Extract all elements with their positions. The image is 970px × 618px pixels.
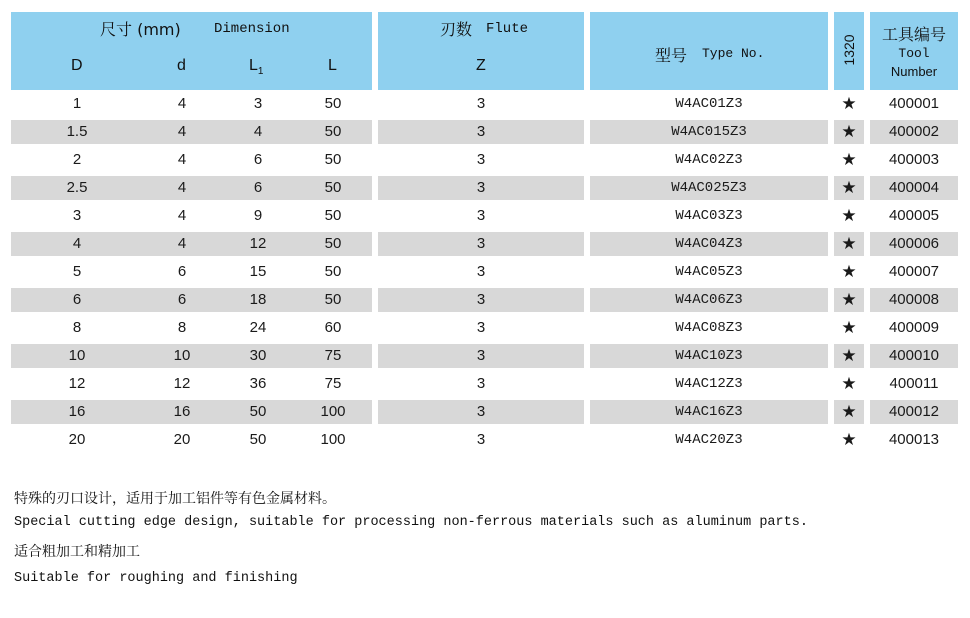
header-flute-band [378, 12, 584, 90]
cell-1320-star: ★ [841, 402, 857, 421]
cell-1320-star: ★ [841, 318, 857, 337]
cell-type-no: W4AC01Z3 [675, 96, 743, 112]
cell-Z: 3 [476, 235, 486, 252]
cell-d-small: 4 [177, 123, 187, 140]
cell-tool-number: 400004 [888, 179, 940, 196]
cell-type-no: W4AC015Z3 [671, 124, 747, 140]
flute-title-cn: 刃数 [440, 20, 473, 39]
cell-d-small: 6 [177, 263, 187, 280]
cell-Z: 3 [476, 151, 486, 168]
cell-tool-number: 400010 [888, 347, 940, 364]
cell-D: 10 [68, 347, 86, 364]
cell-type-no: W4AC10Z3 [675, 348, 743, 364]
cell-d-small: 10 [173, 347, 191, 364]
cell-L1: 50 [249, 403, 267, 420]
cell-type-no: W4AC06Z3 [675, 292, 743, 308]
note-line2-en: Suitable for roughing and finishing [14, 571, 298, 586]
col-header-Z: Z [476, 57, 486, 74]
cell-Z: 3 [476, 375, 486, 392]
type-title-en: Type No. [702, 46, 765, 61]
cell-Z: 3 [476, 123, 486, 140]
cell-L: 50 [324, 263, 342, 280]
cell-type-no: W4AC08Z3 [675, 320, 743, 336]
cell-D: 12 [68, 375, 86, 392]
cell-L1: 50 [249, 431, 267, 448]
col-header-L1-sub: 1 [257, 66, 264, 78]
cell-L: 50 [324, 123, 342, 140]
cell-1320-star: ★ [841, 346, 857, 365]
cell-L1: 30 [249, 347, 267, 364]
cell-Z: 3 [476, 95, 486, 112]
toolno-title-en-2: Number [890, 64, 938, 79]
note-line1-en: Special cutting edge design, suitable for processing non-ferrous materials such as aluminum parts. [14, 515, 808, 530]
cell-L: 50 [324, 291, 342, 308]
cell-L: 50 [324, 235, 342, 252]
table-row [0, 146, 970, 174]
cell-d-small: 20 [173, 431, 191, 448]
table-row [0, 258, 970, 286]
flute-title-en: Flute [486, 21, 529, 37]
cell-Z: 3 [476, 319, 486, 336]
cell-type-no: W4AC04Z3 [675, 236, 743, 252]
cell-d-small: 16 [173, 403, 191, 420]
table-row [0, 90, 970, 118]
cell-type-no: W4AC025Z3 [671, 180, 747, 196]
cell-1320-star: ★ [841, 290, 857, 309]
cell-tool-number: 400013 [888, 431, 940, 448]
cell-L: 100 [320, 431, 346, 448]
table-row [0, 202, 970, 230]
table-row [0, 118, 970, 146]
cell-L1: 18 [249, 291, 267, 308]
cell-Z: 3 [476, 291, 486, 308]
cell-tool-number: 400009 [888, 319, 940, 336]
table-row [0, 174, 970, 202]
cell-type-no: W4AC03Z3 [675, 208, 743, 224]
note-line1-cn: 特殊的刃口设计，适用于加工铝件等有色金属材料。 [14, 491, 336, 507]
cell-D: 3 [72, 207, 82, 224]
cell-1320-star: ★ [841, 178, 857, 197]
cell-Z: 3 [476, 431, 486, 448]
cell-L1: 3 [253, 95, 263, 112]
table-row [0, 342, 970, 370]
col-header-D: D [71, 57, 83, 74]
dimension-title-en: Dimension [214, 21, 290, 37]
cell-1320-star: ★ [841, 374, 857, 393]
cell-L1: 6 [253, 179, 263, 196]
table-row [0, 398, 970, 426]
cell-1320-star: ★ [841, 122, 857, 141]
cell-1320-star: ★ [841, 150, 857, 169]
cell-L1: 15 [249, 263, 267, 280]
toolno-title-en-1: Tool [898, 46, 930, 61]
cell-d-small: 4 [177, 151, 187, 168]
cell-tool-number: 400006 [888, 235, 940, 252]
cell-D: 4 [72, 235, 82, 252]
cell-d-small: 4 [177, 179, 187, 196]
cell-D: 5 [72, 263, 82, 280]
cell-1320-star: ★ [841, 430, 857, 449]
cell-Z: 3 [476, 403, 486, 420]
cell-L: 75 [324, 347, 342, 364]
cell-d-small: 6 [177, 291, 187, 308]
cell-tool-number: 400002 [888, 123, 940, 140]
cell-type-no: W4AC12Z3 [675, 376, 743, 392]
cell-Z: 3 [476, 207, 486, 224]
cell-type-no: W4AC05Z3 [675, 264, 743, 280]
spec-table-body [0, 90, 970, 454]
cell-tool-number: 400011 [889, 375, 939, 392]
cell-L: 75 [324, 375, 342, 392]
cell-Z: 3 [476, 347, 486, 364]
col-header-d-small: d [177, 57, 186, 74]
cell-tool-number: 400008 [888, 291, 940, 308]
cell-D: 1.5 [66, 123, 88, 140]
table-row [0, 370, 970, 398]
cell-D: 20 [68, 431, 86, 448]
cell-L1: 36 [249, 375, 267, 392]
col-header-L1 [249, 57, 263, 77]
cell-D: 8 [72, 319, 82, 336]
cell-1320-star: ★ [841, 94, 857, 113]
cell-L: 50 [324, 151, 342, 168]
toolno-title-cn: 工具编号 [881, 25, 946, 44]
cell-1320-star: ★ [841, 262, 857, 281]
cell-1320-star: ★ [841, 206, 857, 225]
cell-d-small: 4 [177, 207, 187, 224]
cell-L: 100 [320, 403, 346, 420]
cell-d-small: 12 [173, 375, 191, 392]
dimension-title-cn: 尺寸 (mm) [100, 20, 181, 39]
cell-type-no: W4AC02Z3 [675, 152, 743, 168]
cell-D: 6 [72, 291, 82, 308]
header-dimension-band [11, 12, 372, 90]
type-title-cn: 型号 [655, 46, 688, 65]
cell-d-small: 4 [177, 95, 187, 112]
table-row [0, 426, 970, 454]
cell-1320-star: ★ [841, 234, 857, 253]
table-row [0, 314, 970, 342]
table-row [0, 286, 970, 314]
cell-L1: 12 [249, 235, 267, 252]
cell-tool-number: 400003 [888, 151, 940, 168]
cell-tool-number: 400001 [888, 95, 940, 112]
col-header-1320: 1320 [841, 34, 857, 66]
cell-d-small: 4 [177, 235, 187, 252]
cell-type-no: W4AC20Z3 [675, 432, 743, 448]
cell-L1: 24 [249, 319, 267, 336]
cell-Z: 3 [476, 263, 486, 280]
cell-type-no: W4AC16Z3 [675, 404, 743, 420]
cell-L: 50 [324, 179, 342, 196]
cell-d-small: 8 [177, 319, 187, 336]
cell-L1: 4 [253, 123, 263, 140]
table-row [0, 230, 970, 258]
cell-D: 2 [72, 151, 82, 168]
col-header-L1-main: L [249, 57, 258, 74]
col-header-L: L [328, 57, 337, 74]
cell-tool-number: 400012 [888, 403, 940, 420]
cell-L1: 6 [253, 151, 263, 168]
cell-D: 1 [72, 95, 82, 112]
cell-tool-number: 400005 [888, 207, 940, 224]
cell-L: 50 [324, 207, 342, 224]
cell-D: 2.5 [66, 179, 88, 196]
note-line2-cn: 适合粗加工和精加工 [14, 544, 140, 560]
cell-L: 50 [324, 95, 342, 112]
cell-D: 16 [68, 403, 86, 420]
cell-tool-number: 400007 [888, 263, 940, 280]
cell-L: 60 [324, 319, 342, 336]
cell-Z: 3 [476, 179, 486, 196]
cell-L1: 9 [253, 207, 263, 224]
